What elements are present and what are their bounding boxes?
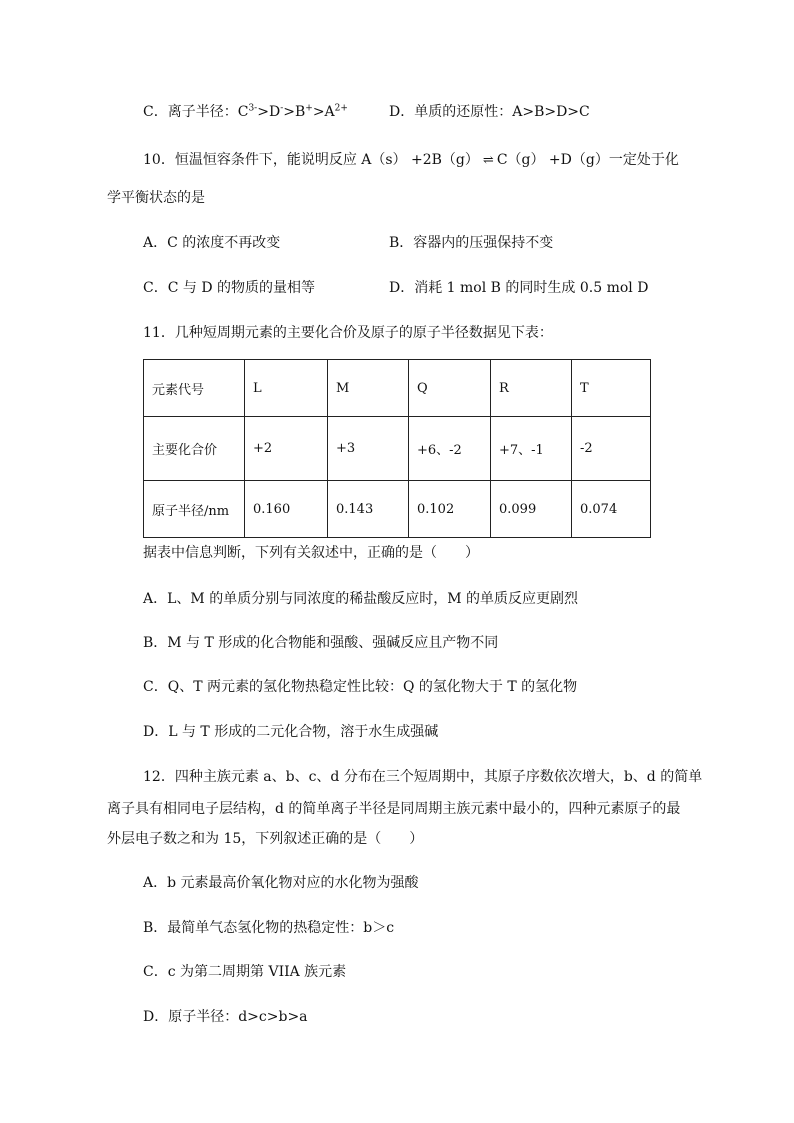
table-cell: 元素代号	[144, 360, 245, 417]
table-row-header	[144, 360, 651, 417]
table-cell: +6、-2	[409, 417, 491, 481]
q10-option-d: D．消耗 1 mol B 的同时生成 0.5 mol D	[389, 280, 649, 296]
table-cell: 0.160	[245, 481, 328, 538]
q10-stem-line1	[143, 150, 679, 171]
table-cell: +3	[328, 417, 409, 481]
q11-stem: 11．几种短周期元素的主要化合价及原子的原子半径数据见下表：	[143, 325, 553, 341]
table-row-radius	[144, 481, 651, 538]
q9-option-d: D．单质的还原性：A>B>D>C	[389, 104, 590, 120]
charge-c: 3-	[248, 103, 258, 114]
table-cell: 0.074	[572, 481, 651, 538]
q12-option-d: D．原子半径：d>c>b>a	[143, 1009, 308, 1025]
q10-stem-line2: 学平衡状态的是	[107, 190, 205, 206]
table-cell: L	[245, 360, 328, 417]
element-data-table	[143, 359, 651, 538]
q12-stem-line3: 外层电子数之和为 15，下列叙述正确的是（ ）	[107, 831, 424, 847]
table-cell: 0.102	[409, 481, 491, 538]
q12-stem-line1: 12．四种主族元素 a、b、c、d 分布在三个短周期中，其原子序数依次增大，b、d 的简单	[143, 769, 703, 785]
q12-stem-line2: 离子具有相同电子层结构，d 的简单离子半径是同周期主族元素中最小的，四种元素原子的最	[107, 801, 681, 817]
table-cell: -2	[572, 417, 651, 481]
table-cell: +2	[245, 417, 328, 481]
q10-option-a: A．C 的浓度不再改变	[143, 235, 281, 251]
q9-option-c-text: C．离子半径：C	[143, 104, 249, 120]
q11-option-b: B．M 与 T 形成的化合物能和强酸、强碱反应且产物不同	[143, 635, 499, 651]
q10-stem-part1: 10．恒温恒容条件下，能说明反应 A（s） +2B（g）	[143, 152, 479, 168]
table-row-valence	[144, 417, 651, 481]
q12-option-a: A．b 元素最高价氧化物对应的水化物为强酸	[143, 875, 419, 891]
q10-option-b: B．容器内的压强保持不变	[389, 235, 554, 251]
table-cell: 0.143	[328, 481, 409, 538]
table-cell: 0.099	[491, 481, 572, 538]
table-cell: +7、-1	[491, 417, 572, 481]
charge-b: +	[305, 103, 313, 114]
table-cell: 原子半径/nm	[144, 481, 245, 538]
q9-option-c	[143, 102, 348, 122]
q11-option-a: A．L、M 的单质分别与同浓度的稀盐酸反应时，M 的单质反应更剧烈	[143, 591, 578, 607]
q9-option-c-text-2: >D	[257, 104, 281, 120]
q11-after-table: 据表中信息判断，下列有关叙述中，正确的是（ ）	[143, 545, 479, 561]
equilibrium-arrow-icon: ⇌	[482, 153, 493, 168]
table-cell: R	[491, 360, 572, 417]
q11-option-d: D．L 与 T 形成的二元化合物，溶于水生成强碱	[143, 724, 439, 740]
table-cell: Q	[409, 360, 491, 417]
q9-option-c-text-3: >B	[283, 104, 306, 120]
charge-d: -	[280, 103, 284, 114]
q12-option-c: C．c 为第二周期第 VIIA 族元素	[143, 964, 347, 980]
q10-option-c: C．C 与 D 的物质的量相等	[143, 280, 315, 296]
q12-option-b: B．最简单气态氢化物的热稳定性：b＞c	[143, 920, 395, 936]
q9-option-c-text-4: >A	[312, 104, 335, 120]
table-cell: T	[572, 360, 651, 417]
table-cell: M	[328, 360, 409, 417]
q10-stem-part2: C（g） +D（g）一定处于化	[496, 152, 679, 168]
charge-a: 2+	[334, 103, 348, 114]
table-cell: 主要化合价	[144, 417, 245, 481]
q11-option-c: C．Q、T 两元素的氢化物热稳定性比较：Q 的氢化物大于 T 的氢化物	[143, 679, 578, 695]
